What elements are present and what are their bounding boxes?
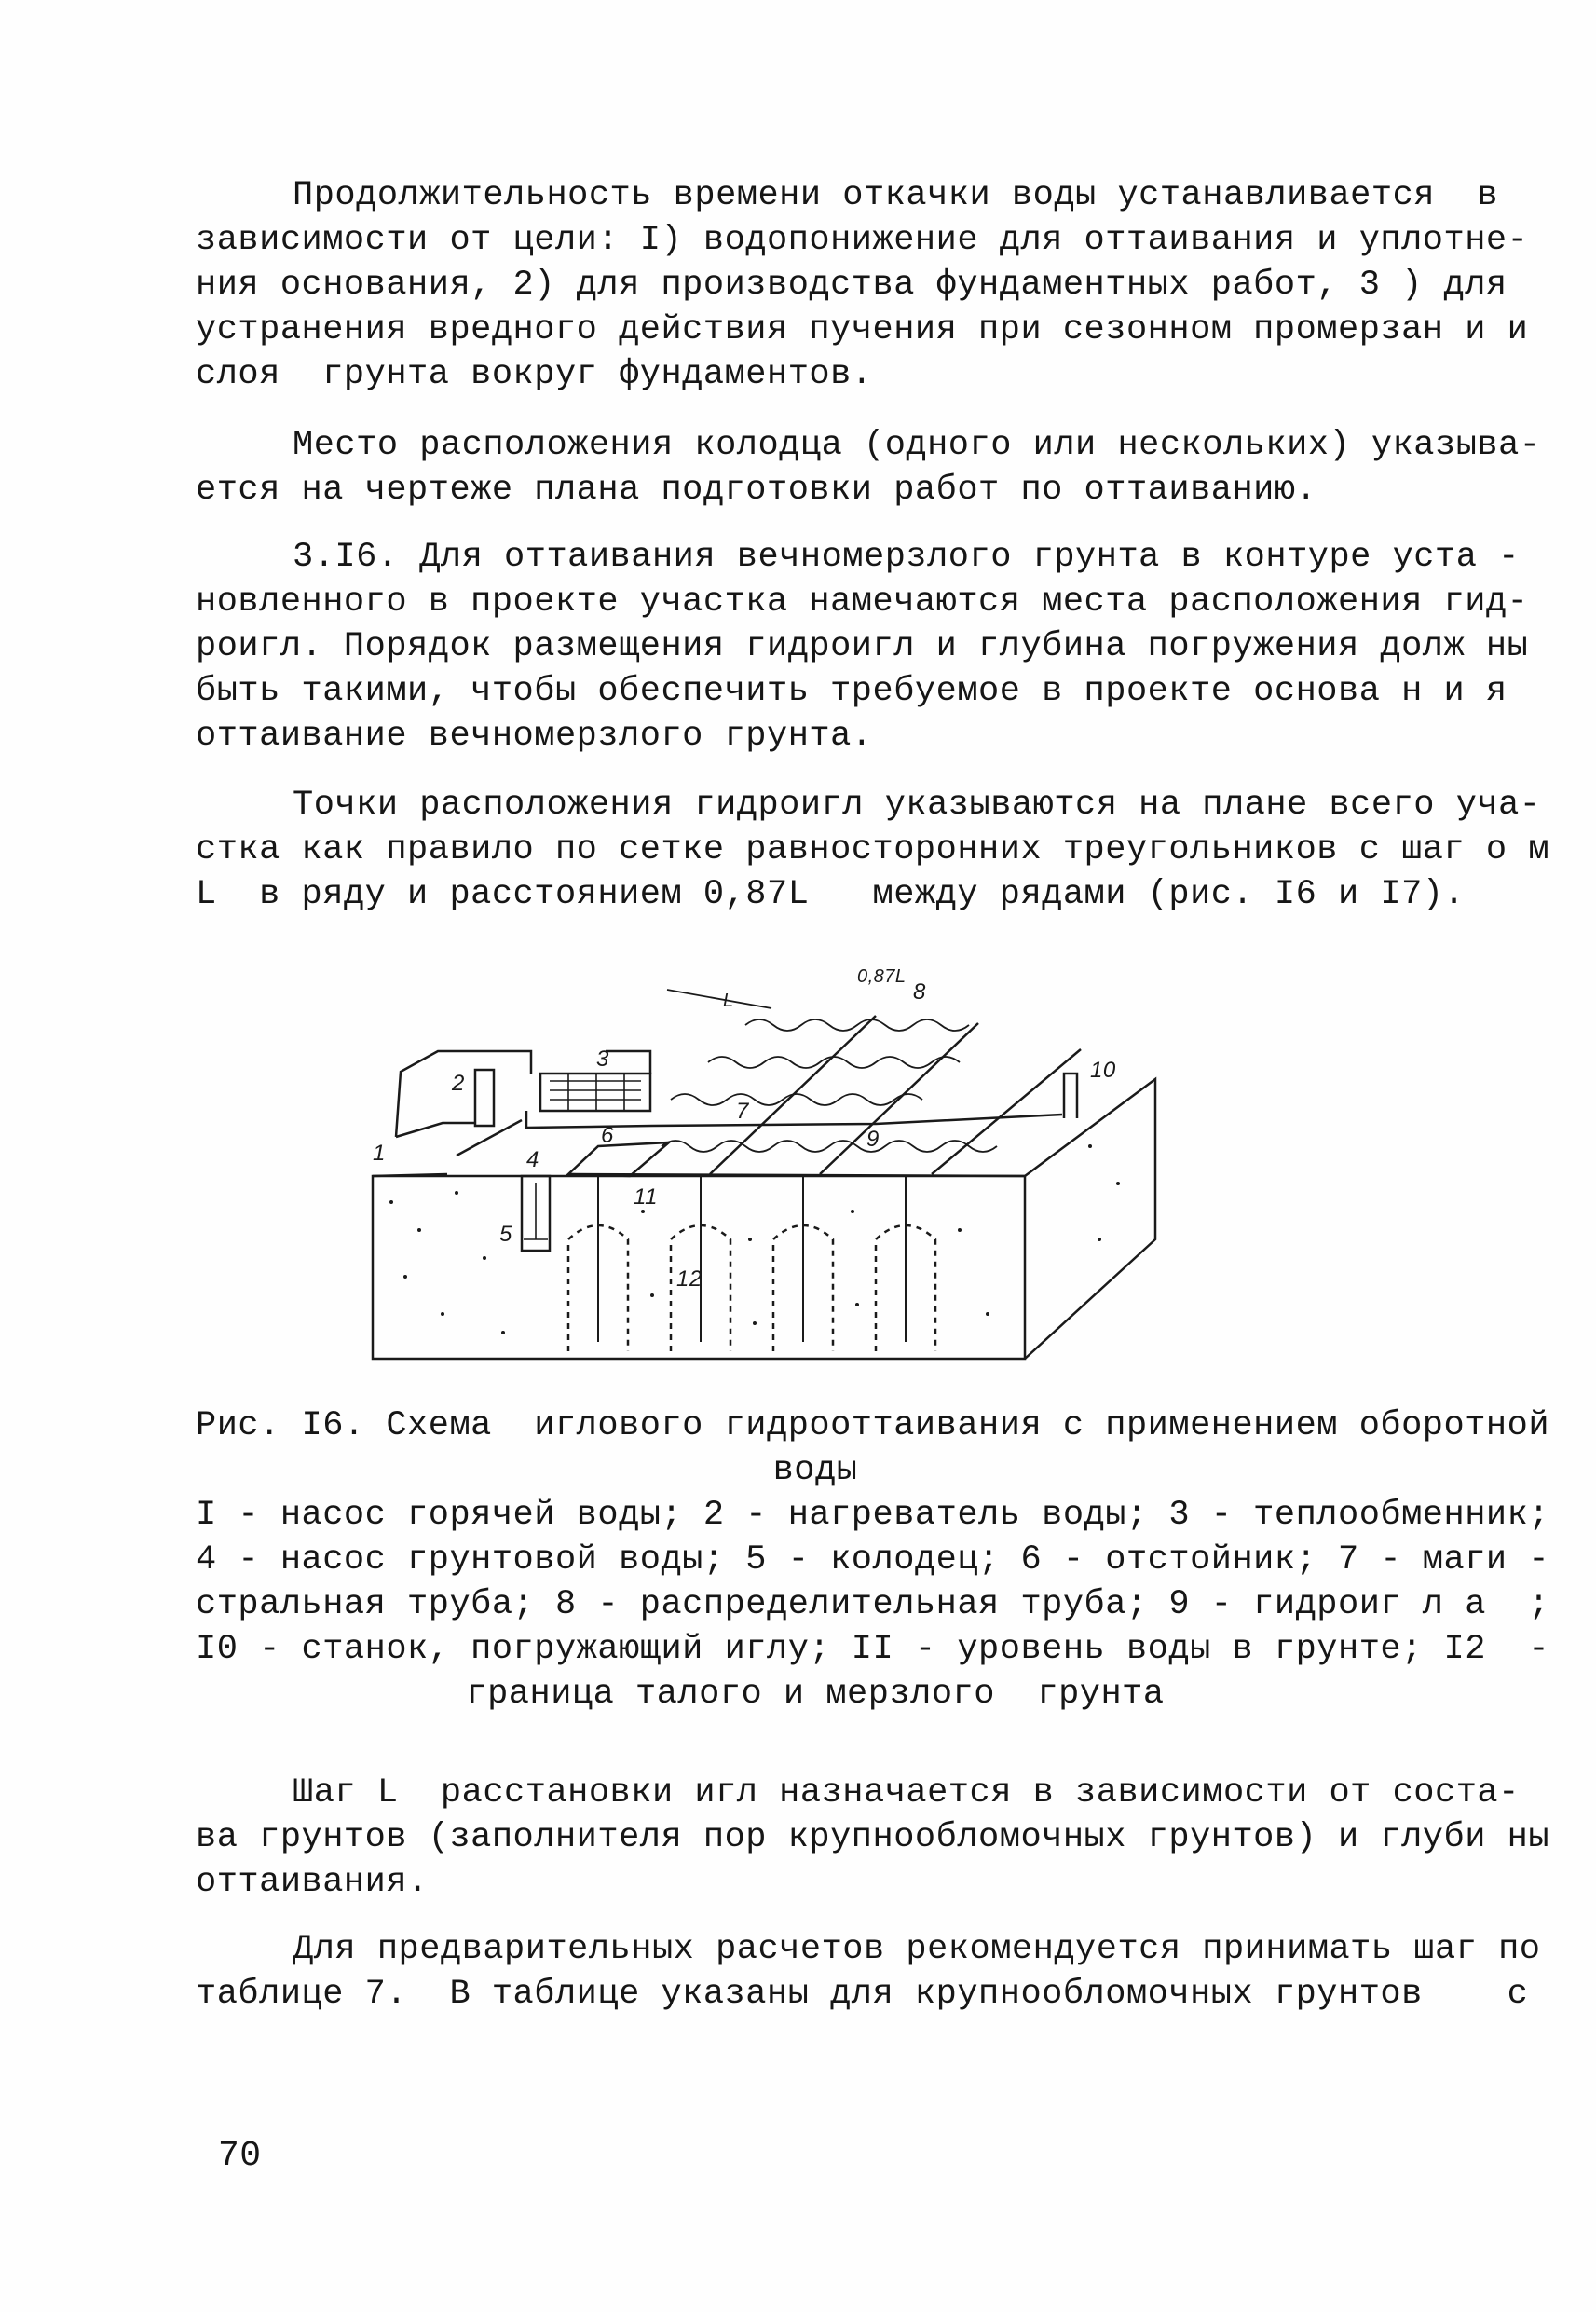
fig-label-7: 7 [736,1099,749,1124]
text-line: оттаивание вечномерзлого грунта. [196,717,873,756]
needle-wave [671,1094,922,1105]
text-line: Для предварительных расчетов рекомендуется принимать шаг по [293,1930,1541,1969]
text-line: Продолжительность времени откачки воды устанавливается в [293,176,1499,215]
text-line: Шаг L расстановки игл назначается в зависимости от соста- [293,1773,1520,1813]
fig-label-12: 12 [676,1266,703,1292]
paragraph-6 [196,1927,1541,2017]
text-line: оттаивания. [196,1863,429,1902]
fig-label-8: 8 [913,979,926,1005]
caption-legend-line: I - насос горячей воды; 2 - нагреватель воды; 3 - теплообменник; [196,1496,1550,1535]
text-line: роигл. Порядок размещения гидроигл и глубина погружения долж ны [196,627,1529,666]
text-line: стка как правило по сетке равносторонних треугольников с шаг о м [196,830,1550,869]
paragraph-3 [196,535,1529,759]
fig-label-3: 3 [596,1047,609,1072]
fig-dimension-label: 0,87L [857,966,907,987]
text-line: устранения вредного действия пучения при сезонном промерзан и и [196,310,1529,349]
needle-driving-rig [1064,1074,1077,1118]
text-line: зависимости от цели: I) водопонижение для оттаивания и уплотне- [196,221,1529,260]
caption-legend-line: I0 - станок, погружающий иглу; II - уровень воды в грунте; I2 - [196,1630,1550,1669]
paragraph-4 [196,783,1550,917]
fig-label-4: 4 [526,1147,539,1172]
figure-16-diagram [354,960,1193,1370]
fig-label-2: 2 [452,1071,465,1096]
fig-label-1: 1 [373,1141,386,1166]
caption-legend-last: граница талого и мерзлого грунта [466,1675,1165,1714]
text-line: 3.I6. Для оттаивания вечномерзлого грунта в контуре уста - [293,538,1520,577]
paragraph-1 [196,173,1529,397]
paragraph-5 [196,1771,1550,1905]
needle-thawing-scheme [354,960,1193,1370]
fig-label-10: 10 [1090,1058,1116,1083]
caption-legend-line: стральная труба; 8 - распределительная труба; 9 - гидроиг л а ; [196,1585,1550,1624]
fig-label-11: 11 [634,1184,658,1210]
text-line: быть такими, чтобы обеспечить требуемое в проекте основа н и я [196,672,1507,711]
text-line: L в ряду и расстоянием 0,87L между рядами (рис. I6 и I7). [196,875,1466,914]
text-line: слоя грунта вокруг фундаментов. [196,355,873,394]
text-line: таблице 7. В таблице указаны для крупнообломочных грунтов с [196,1975,1529,2014]
text-line: Место расположения колодца (одного или нескольких) указыва- [293,426,1541,465]
page-number: 70 [218,2136,262,2176]
caption-title: Рис. I6. Схема иглового гидрооттаивания с применением оборотной [196,1406,1550,1445]
text-line: Точки расположения гидроигл указываются на плане всего уча- [293,786,1541,825]
caption-legend-line: 4 - насос грунтовой воды; 5 - колодец; 6 - отстойник; 7 - маги - [196,1540,1550,1580]
caption-title-cont: воды [772,1451,858,1490]
text-line: новленного в проекте участка намечаются места расположения гид- [196,582,1529,622]
water-heater [475,1070,494,1126]
fig-label-5: 5 [499,1222,512,1247]
paragraph-2 [196,423,1541,513]
fig-label-9: 9 [866,1127,880,1152]
text-line: ния основания, 2) для производства фундаментных работ, 3 ) для [196,266,1507,305]
dimension-line [667,990,771,1008]
figure-caption [196,1403,1550,1717]
heat-exchanger [540,1074,650,1111]
fig-step-label: L [723,991,734,1011]
text-line: ется на чертеже плана подготовки работ по оттаиванию. [196,471,1317,510]
fig-label-6: 6 [601,1123,614,1148]
settler-tank [568,1142,669,1176]
text-line: ва грунтов (заполнителя пор крупнообломочных грунтов) и глуби ны [196,1818,1550,1857]
